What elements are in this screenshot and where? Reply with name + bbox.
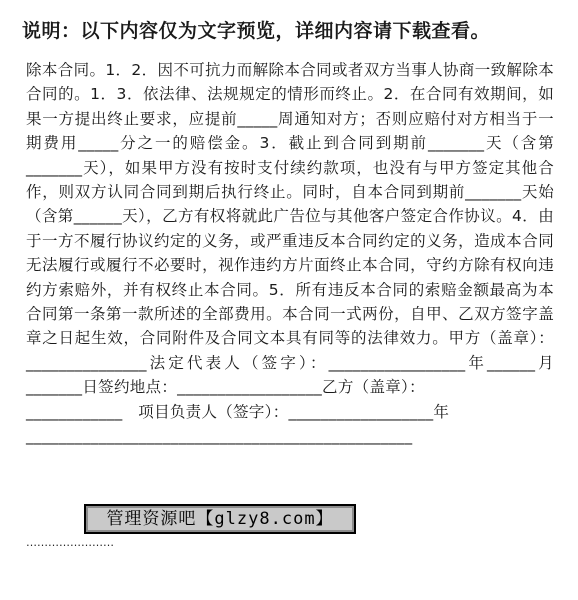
signature-line: ____________ 项目负责人（签字）：__________________年	[26, 402, 450, 421]
preview-notice: 说明：以下内容仅为文字预览，详细内容请下载查看。	[22, 20, 491, 42]
truncation-dots: ……………………	[26, 536, 114, 549]
contract-body	[26, 58, 554, 449]
site-watermark-banner: 管理资源吧【glzy8.com】	[84, 504, 356, 534]
contract-paragraph: 除本合同。1．2．因不可抗力而解除本合同或者双方当事人协商一致解除本合同的。1．3．依法律、法规规定的情形而终止。2．在合同有效期间，如果一方提出终止要求，应提前_____周通知对方；否则应赔付对方相当于一期费用_____分之一的赔偿金。3．截止到合同到期前_______天（含第_______天），如果甲方没有按时支付续约款项，也没有与甲方签定其他合作，则双方认同合同到期后执行终止。同时，自本合同到期前_______天始（含第______天），乙方有权将就此广告位与其他客户签定合作协议。4．由于一方不履行协议约定的义务，或严重违反本合同约定的义务，造成本合同无法履行或履行不必要时，视作违约方片面终止本合同，守约方除有权向违约方索赔外，并有权终止本合同。5．所有违反本合同的索赔金额最高为本合同第一条第一款所述的全部费用。本合同一式两份，自甲、乙双方签字盖章之日起生效，合同附件及合同文本具有同等的法律效力。甲方（盖章）：_______________法定代表人（签字）：_________________年______月_______日签约地点：__________________乙方（盖章）：	[26, 61, 554, 397]
blank-line: ________________________________________________	[26, 427, 413, 446]
